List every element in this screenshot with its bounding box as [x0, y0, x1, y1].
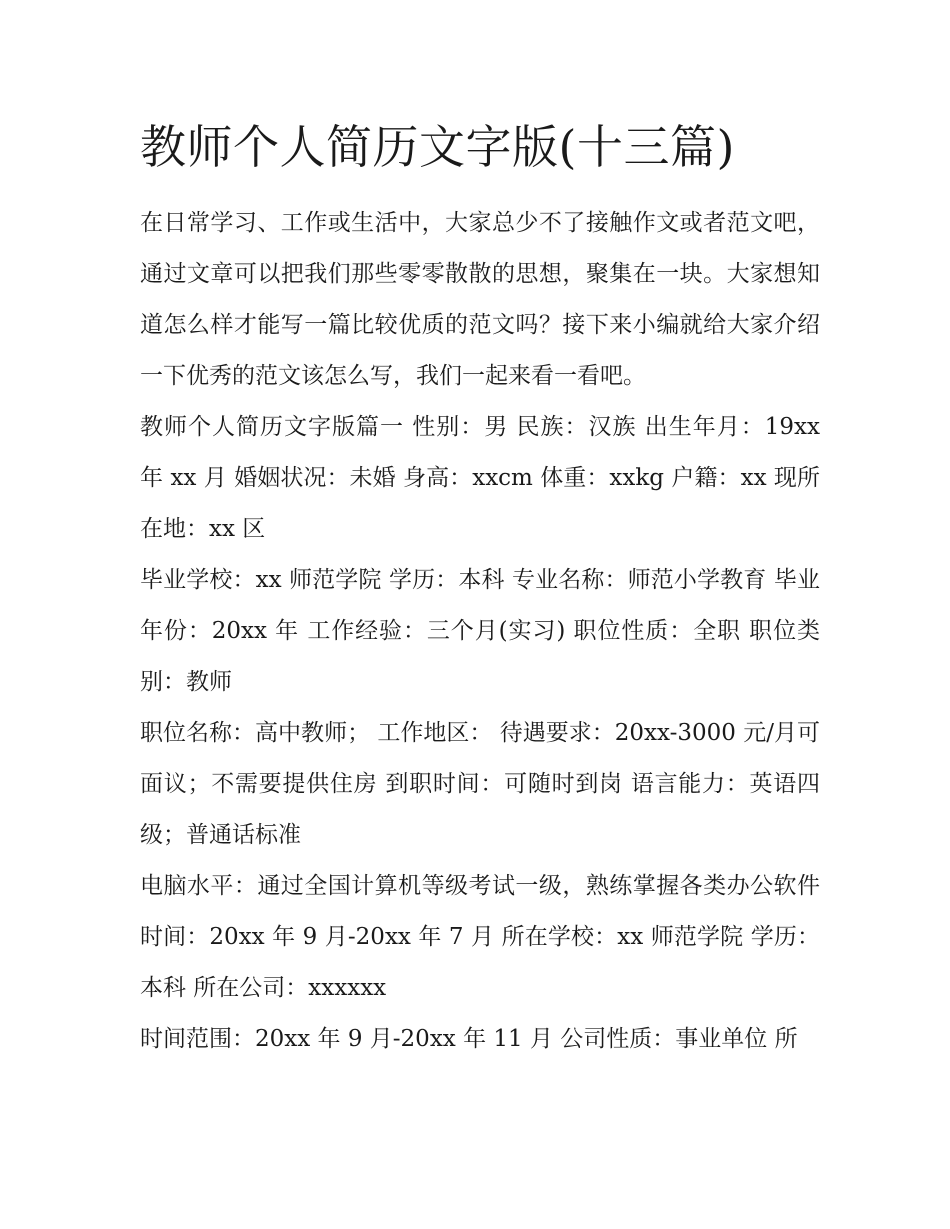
job-intention-paragraph: 职位名称：高中教师； 工作地区： 待遇要求：20xx-3000 元/月可面议；不需要提供住房 到职时间：可随时到岗 语言能力：英语四级；普通话标准 [140, 720, 820, 848]
work-experience-paragraph: 时间范围：20xx 年 9 月-20xx 年 11 月 公司性质：事业单位 所 [140, 1026, 798, 1052]
personal-info-paragraph: 教师个人简历文字版篇一 性别：男 民族：汉族 出生年月：19xx 年 xx 月 婚姻状况：未婚 身高：xxcm 体重：xxkg 户籍：xx 现所在地：xx 区 [140, 414, 820, 542]
document-body [140, 112, 820, 1065]
document-title: 教师个人简历文字版(十三篇) [140, 120, 735, 174]
education-paragraph: 毕业学校：xx 师范学院 学历：本科 专业名称：师范小学教育 毕业年份：20xx 年 工作经验：三个月(实习) 职位性质：全职 职位类别：教师 [140, 567, 820, 695]
intro-paragraph: 在日常学习、工作或生活中，大家总少不了接触作文或者范文吧，通过文章可以把我们那些零零散散的思想，聚集在一块。大家想知道怎么样才能写一篇比较优质的范文吗？接下来小编就给大家介绍一下优秀的范文该怎么写，我们一起来看一看吧。 [140, 210, 820, 389]
skills-paragraph: 电脑水平：通过全国计算机等级考试一级，熟练掌握各类办公软件 时间：20xx 年 9 月-20xx 年 7 月 所在学校：xx 师范学院 学历：本科 所在公司：xxxxxx [140, 873, 820, 1001]
